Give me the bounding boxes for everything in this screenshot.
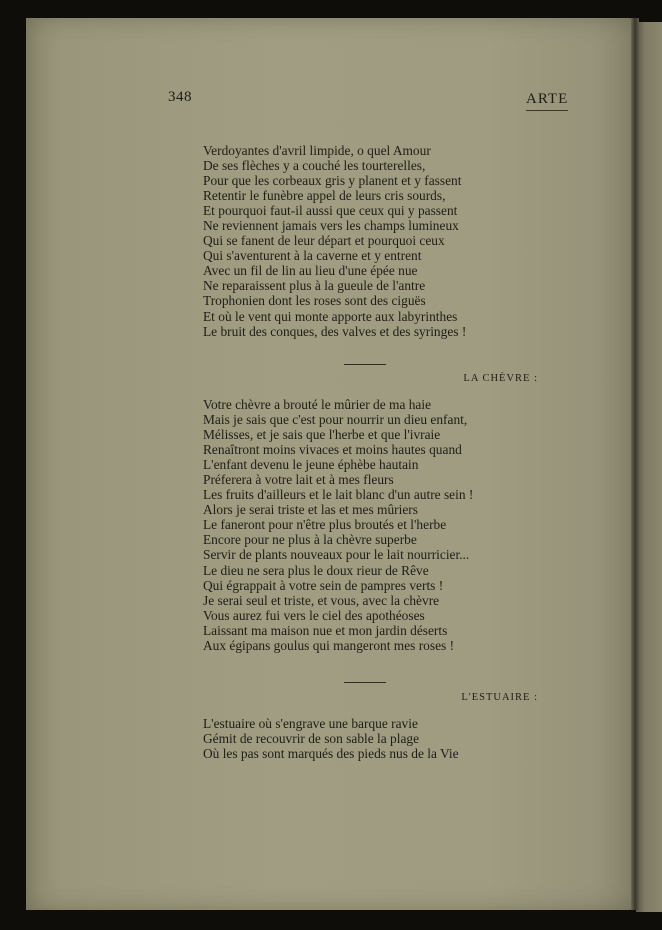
verse-line: Qui s'aventurent à la caverne et y entrent xyxy=(203,248,422,264)
verse-line: Trophonien dont les roses sont des ciguës xyxy=(203,293,426,309)
verse-line: L'enfant devenu le jeune éphèbe hautain xyxy=(203,457,419,473)
running-title-underline xyxy=(526,110,568,111)
page-gutter xyxy=(631,18,639,910)
verse-line: Gémit de recouvrir de son sable la plage xyxy=(203,731,420,747)
adjacent-page-edge xyxy=(636,22,662,912)
verse-line: Le bruit des conques, des valves et des syringes ! xyxy=(203,323,467,339)
verse-line: Encore pour ne plus à la chèvre superbe xyxy=(203,532,417,548)
verse-line: Aux égipans goulus qui mangeront mes roses ! xyxy=(203,637,455,653)
verse-line: Votre chèvre a brouté le mûrier de ma haie xyxy=(203,397,432,412)
page-number: 348 xyxy=(168,89,192,105)
verse-line: Et où le vent qui monte apporte aux labyrinthes xyxy=(203,308,458,324)
verse-line: Mais je sais que c'est pour nourrir un dieu enfant, xyxy=(203,412,468,428)
verse-line: L'estuaire où s'engrave une barque ravie xyxy=(203,716,418,731)
verse-line: Pour que les corbeaux gris y planent et y fassent xyxy=(203,173,462,189)
verse-line: Servir de plants nouveaux pour le lait nourricier... xyxy=(203,547,470,563)
verse-line: Je serai seul et triste, et vous, avec la chèvre xyxy=(203,592,440,608)
verse-line: Ne reparaissent plus à la gueule de l'antre xyxy=(203,278,426,294)
verse-line: Où les pas sont marqués des pieds nus de la Vie xyxy=(203,746,459,762)
verse-line: Alors je serai triste et las et mes mûriers xyxy=(203,502,418,518)
verse-line: Le faneront pour n'être plus broutés et l'herbe xyxy=(203,517,447,533)
verse-line: Qui égrappait à votre sein de pampres verts ! xyxy=(203,577,444,593)
section-heading-l-estuaire: L'ESTUAIRE : xyxy=(461,692,538,703)
verse-line: De ses flèches y a couché les tourterelles, xyxy=(203,158,426,174)
poem-stanza-2 xyxy=(203,397,473,653)
verse-line: Retentir le funèbre appel de leurs cris sourds, xyxy=(203,188,446,204)
verse-line: Laissant ma maison nue et mon jardin déserts xyxy=(203,622,448,638)
verse-line: Renaîtront moins vivaces et moins hautes quand xyxy=(203,442,462,458)
poem-stanza-3 xyxy=(203,716,459,761)
verse-line: Mélisses, et je sais que l'herbe et que l'ivraie xyxy=(203,427,441,443)
verse-line: Préferera à votre lait et à mes fleurs xyxy=(203,472,394,488)
verse-line: Les fruits d'ailleurs et le lait blanc d'un autre sein ! xyxy=(203,487,474,503)
running-title: ARTE xyxy=(526,91,569,107)
section-divider xyxy=(344,364,386,365)
verse-line: Qui se fanent de leur départ et pourquoi ceux xyxy=(203,233,445,249)
verse-line: Vous aurez fui vers le ciel des apothéoses xyxy=(203,607,425,623)
section-heading-la-chevre: LA CHÈVRE : xyxy=(463,373,538,384)
poem-stanza-1 xyxy=(203,143,466,339)
section-divider xyxy=(344,682,386,683)
verse-line: Avec un fil de lin au lieu d'une épée nue xyxy=(203,263,418,279)
verse-line: Et pourquoi faut-il aussi que ceux qui y passent xyxy=(203,203,458,219)
verse-line: Le dieu ne sera plus le doux rieur de Rêve xyxy=(203,562,429,578)
verse-line: Verdoyantes d'avril limpide, o quel Amour xyxy=(203,143,431,158)
verse-line: Ne reviennent jamais vers les champs lumineux xyxy=(203,218,459,234)
